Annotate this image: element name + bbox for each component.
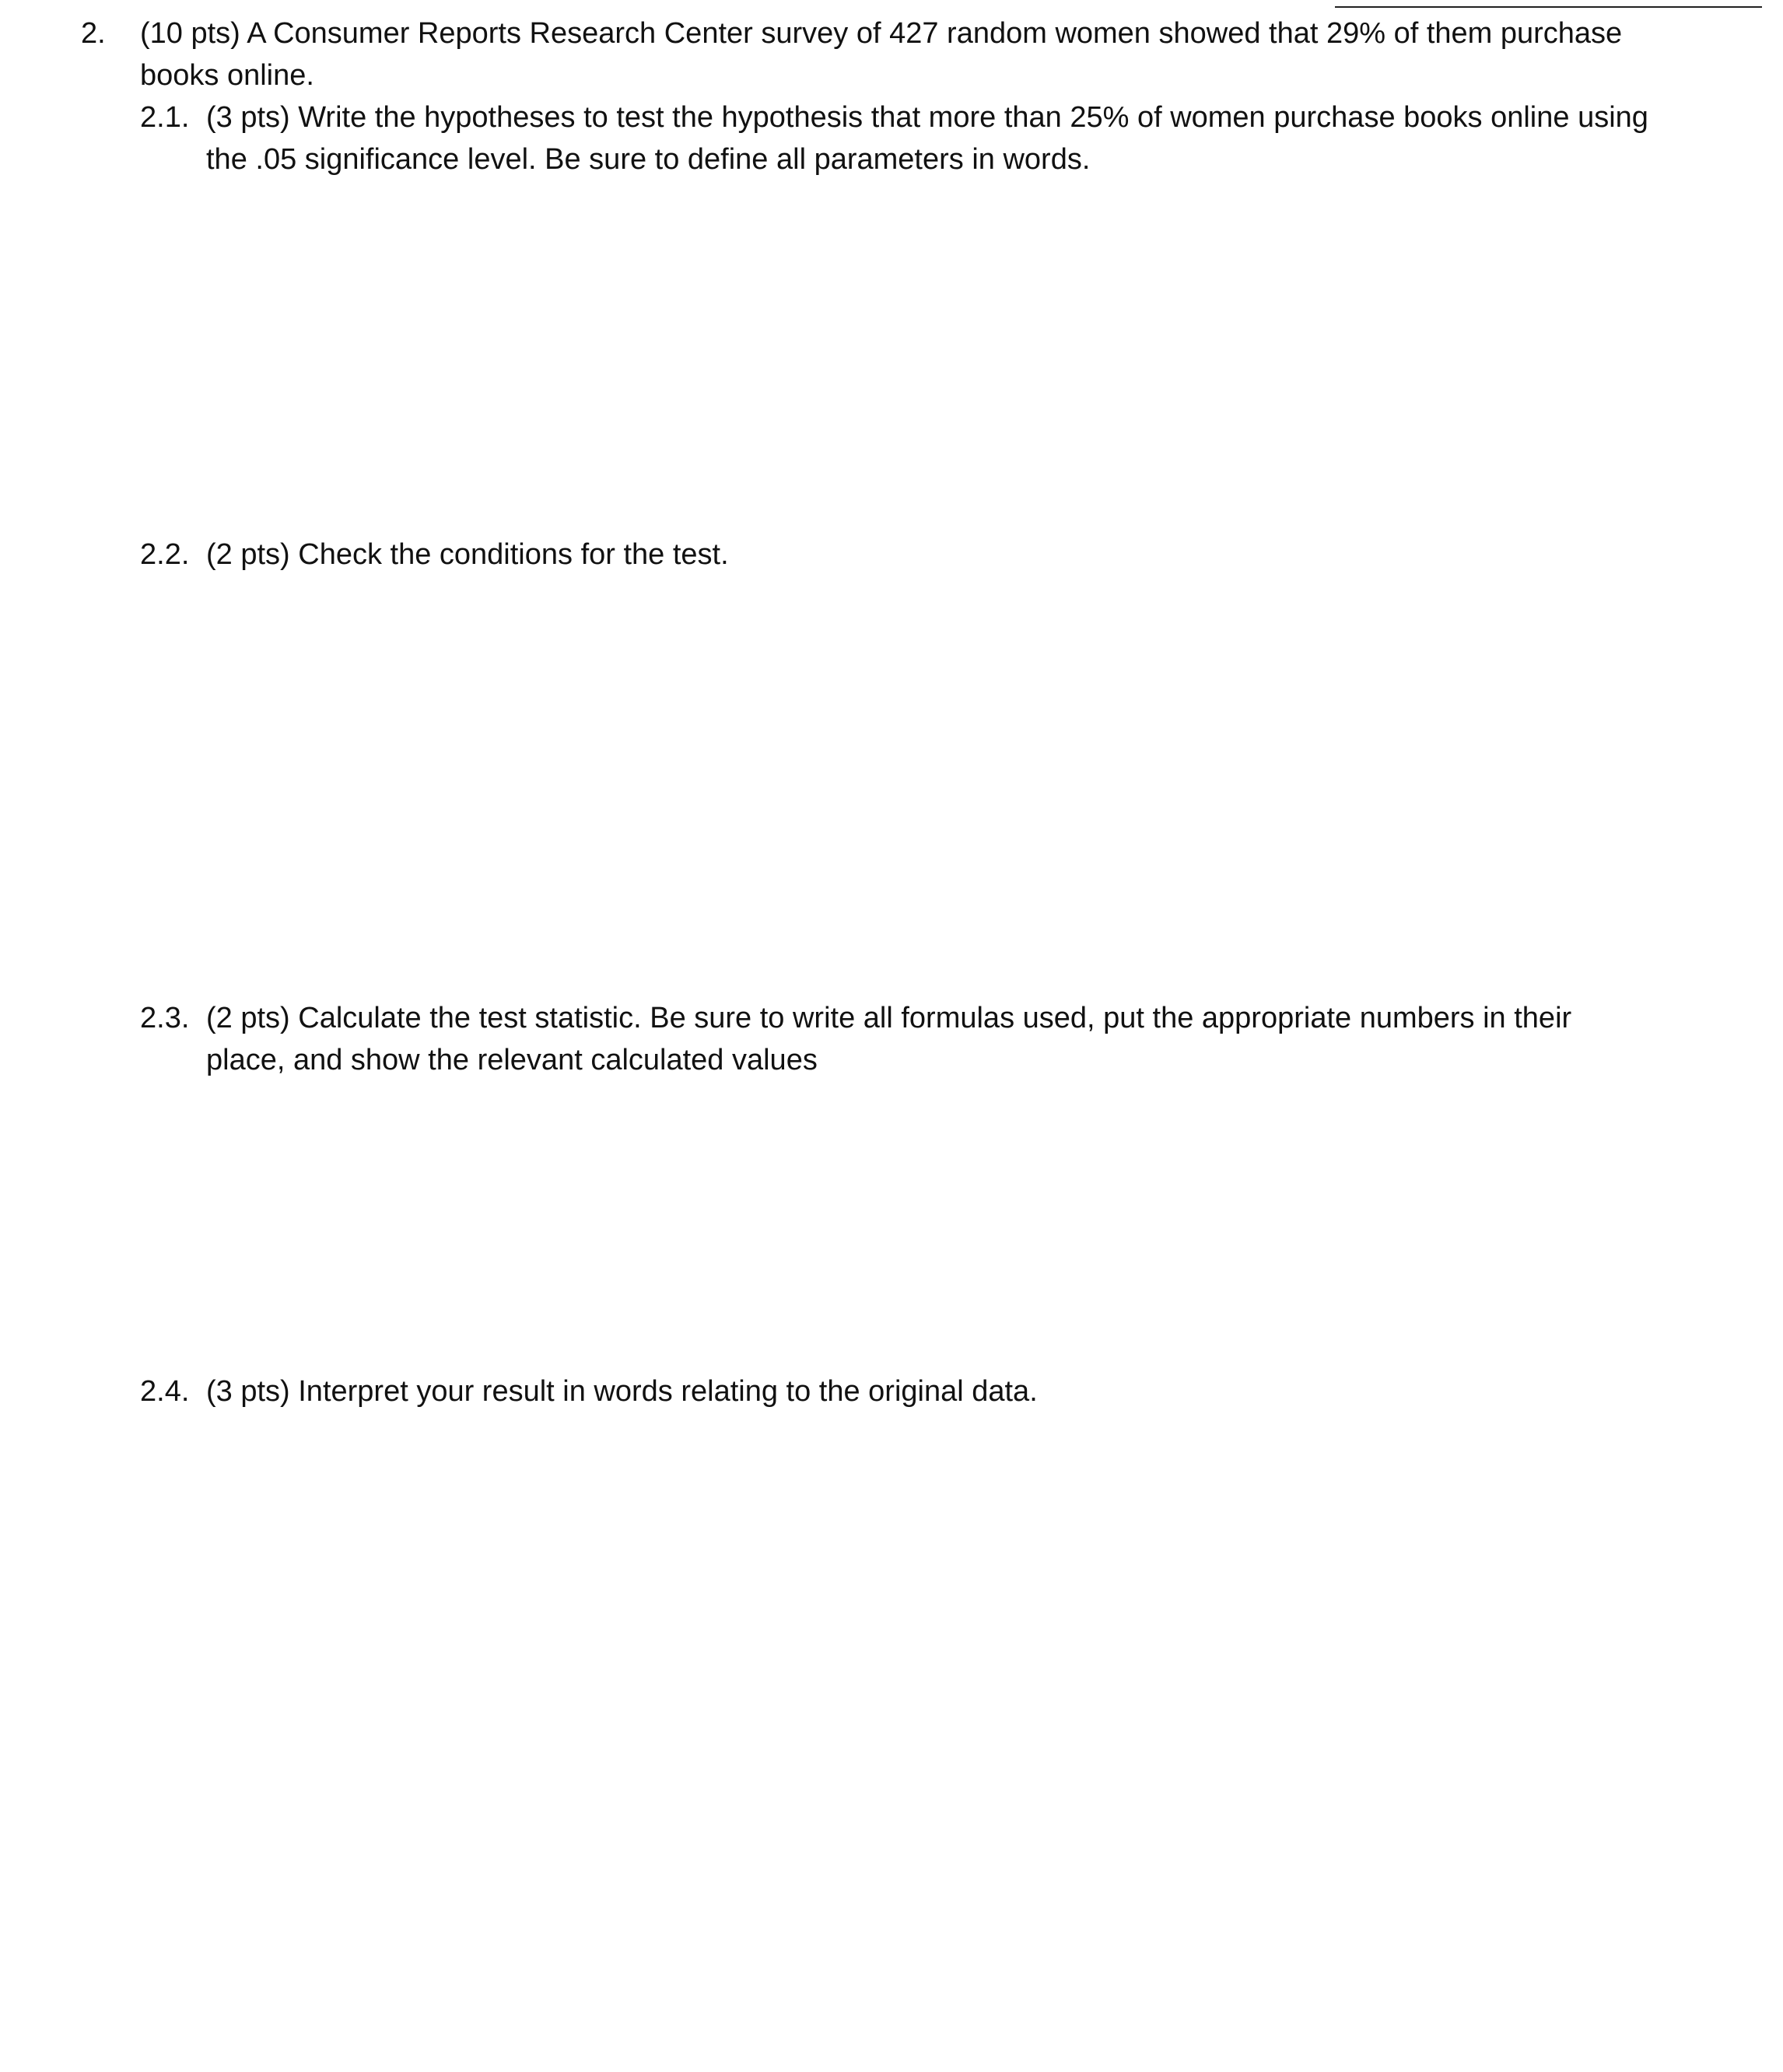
part-2-3-line-1: (2 pts) Calculate the test statistic. Be sure to write all formulas used, put the appropriate numbers in their	[206, 1002, 1572, 1034]
part-2-1-line-2: the .05 significance level. Be sure to define all parameters in words.	[206, 143, 1091, 176]
part-2-4-line-1: (3 pts) Interpret your result in words relating to the original data.	[206, 1375, 1038, 1408]
question-text-line-1: (10 pts) A Consumer Reports Research Center survey of 427 random women showed that 29% of them purchase	[140, 17, 1623, 50]
part-2-2-number: 2.2.	[140, 538, 190, 571]
part-2-3-number: 2.3.	[140, 1002, 190, 1034]
question-text-line-2: books online.	[140, 59, 314, 92]
part-2-1-number: 2.1.	[140, 101, 190, 134]
part-2-2-line-1: (2 pts) Check the conditions for the test.	[206, 538, 729, 571]
part-2-3-line-2: place, and show the relevant calculated values	[206, 1044, 818, 1076]
part-2-4-number: 2.4.	[140, 1375, 190, 1408]
name-field-underline	[1335, 6, 1762, 8]
question-number: 2.	[81, 17, 106, 50]
part-2-1-line-1: (3 pts) Write the hypotheses to test the hypothesis that more than 25% of women purchase books online using	[206, 101, 1648, 134]
